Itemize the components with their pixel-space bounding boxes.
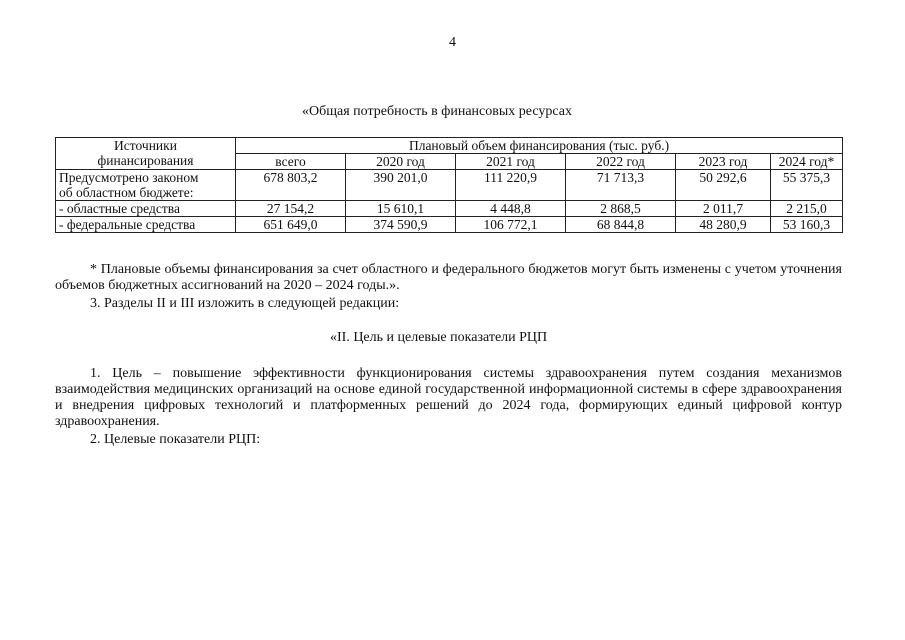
table-row (56, 201, 843, 217)
col-header: 2021 год (456, 154, 566, 170)
cell-value: 678 803,2 (236, 170, 346, 201)
col-header: 2024 год* (771, 154, 843, 170)
row-label: - областные средства (56, 201, 236, 217)
header-source-line2: финансирования (97, 153, 194, 168)
cell-value: 2 868,5 (566, 201, 676, 217)
page-number: 4 (449, 35, 456, 50)
col-header: 2022 год (566, 154, 676, 170)
cell-value: 50 292,6 (676, 170, 771, 201)
header-source-line1: Источники (114, 138, 177, 153)
table-row (56, 217, 843, 233)
col-header: всего (236, 154, 346, 170)
cell-value: 374 590,9 (346, 217, 456, 233)
table-title: «Общая потребность в финансовых ресурсах (302, 104, 572, 119)
row-label (56, 170, 236, 201)
row-label-line1: Предусмотрено законом (59, 170, 199, 185)
cell-value: 2 215,0 (771, 201, 843, 217)
header-source (56, 138, 236, 170)
cell-value: 71 713,3 (566, 170, 676, 201)
cell-value: 53 160,3 (771, 217, 843, 233)
footnote: * Плановые объемы финансирования за счет областного и федерального бюджетов могут быть изменены с учетом уточнения объемов бюджетных ассигнований на 2020 – 2024 годы.». (55, 262, 842, 293)
cell-value: 106 772,1 (456, 217, 566, 233)
col-header: 2023 год (676, 154, 771, 170)
goal-paragraph: 1. Цель – повышение эффективности функционирования системы здравоохранения путем создания механизмов взаимодействия медицинских организаций на основе единой государственной информационной системы в сфере здравоохранения и внедрения цифровых технологий и платформенных решений до 2024 года, формирующих единый цифровой контур здравоохранения. (55, 366, 842, 429)
header-plan: Плановый объем финансирования (тыс. руб.) (236, 138, 843, 154)
item-3: 3. Разделы II и III изложить в следующей редакции: (90, 296, 400, 311)
table-row (56, 170, 843, 201)
cell-value: 651 649,0 (236, 217, 346, 233)
cell-value: 48 280,9 (676, 217, 771, 233)
targets-paragraph: 2. Целевые показатели РЦП: (90, 432, 261, 447)
cell-value: 68 844,8 (566, 217, 676, 233)
col-header: 2020 год (346, 154, 456, 170)
cell-value: 55 375,3 (771, 170, 843, 201)
cell-value: 390 201,0 (346, 170, 456, 201)
financing-table (55, 137, 843, 233)
cell-value: 27 154,2 (236, 201, 346, 217)
cell-value: 2 011,7 (676, 201, 771, 217)
row-label: - федеральные средства (56, 217, 236, 233)
cell-value: 15 610,1 (346, 201, 456, 217)
section-heading: «II. Цель и целевые показатели РЦП (330, 330, 548, 345)
cell-value: 4 448,8 (456, 201, 566, 217)
cell-value: 111 220,9 (456, 170, 566, 201)
row-label-line2: об областном бюджете: (59, 185, 194, 200)
